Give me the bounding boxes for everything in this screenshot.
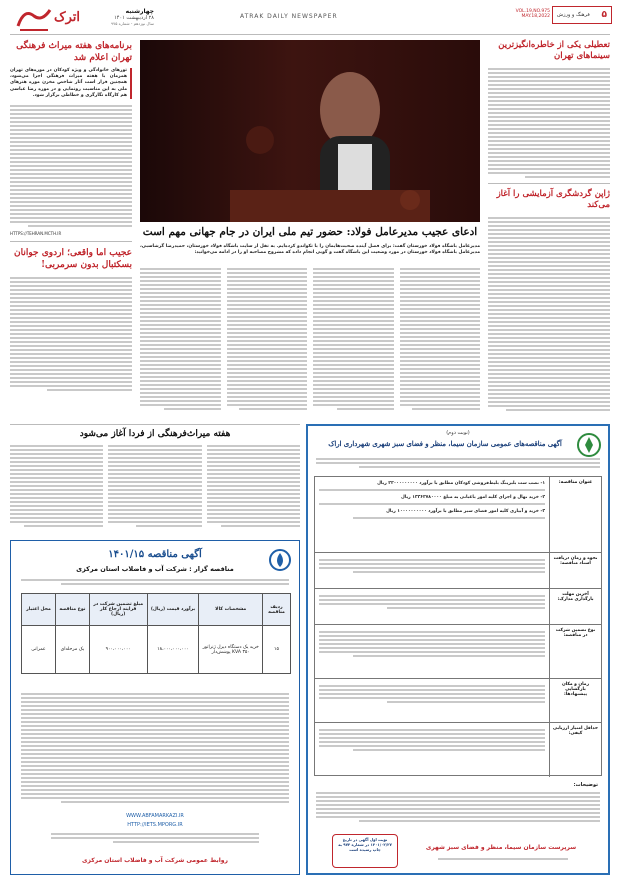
- tender-left-website[interactable]: WWW.ABFAMARKAZI.IR: [126, 813, 184, 819]
- tender-left-subtitle: مناقصه گزار : شرکت آب و فاضلاب استان مرکزی: [76, 565, 234, 573]
- tender-left-setad[interactable]: HTTP://IETS.MPORG.IR: [127, 822, 183, 828]
- masthead-divider: [10, 34, 610, 35]
- tender-left-table: [21, 593, 291, 674]
- label-opening: آخرین مهلت بارگذاری مدارک:: [549, 589, 601, 625]
- tender-right-grid: [314, 476, 602, 776]
- right-body-2: [488, 215, 610, 415]
- left-divider: [10, 241, 132, 242]
- right-headline-2: ژاپن گردشگری آزمایشی را آغاز می‌کند: [496, 189, 610, 210]
- cell-row-no: ۱۵: [263, 626, 291, 674]
- cell-type: یک مرحله‌ای: [55, 626, 89, 674]
- opening-text: [319, 593, 545, 621]
- grid-row-opening: [315, 589, 601, 625]
- tender-right-footer: سرپرست سازمان سیما، منظر و فضای سبز شهری: [425, 844, 577, 851]
- main-body-col-1: [400, 266, 481, 416]
- tender-left-title: آگهی مناقصه ۱۴۰۱/۱۵: [108, 549, 202, 560]
- tender-table-header: [22, 594, 291, 626]
- tender-right-intro: [316, 456, 600, 472]
- left-lead-1: تورهای خانوادگی و ویژه کودکان در موزه‌های تهران همزمان با هفته میراث فرهنگی اجرا می‌شود، همچنین قرار است آثار شاخص مخزن موزه هنرهای ملی به این مناسبت رونمایی و در موزه رضا عباسی هم کارگاه نگارگری و خطاطی برگزار شود.: [10, 68, 132, 99]
- week-headline: هفته میراث‌فرهنگی از فردا آغاز می‌شود: [79, 429, 231, 439]
- page-number: ۵: [601, 10, 607, 20]
- box-note-text: نوبت اول آگهی در تاریخ ۱۴۰۱/۰۲/۲۷ در شماره ۹۷۴ به چاپ رسیده است: [338, 837, 392, 853]
- header-budget: محل اعتبار: [22, 594, 56, 626]
- speaker-portrait-icon: [140, 40, 480, 222]
- label-notes: توضیحات:: [573, 782, 598, 788]
- cell-budget: عمرانی: [22, 626, 56, 674]
- date-text: [319, 557, 545, 585]
- list-item-detail: [319, 487, 545, 495]
- main-headline: ادعای عجیب مدیرعامل فولاد: حضور تیم ملی ایران در جام جهانی مهم است: [142, 226, 478, 238]
- label-address: زمان و مکان بازگشایی پیشنهادها:: [549, 679, 601, 723]
- paper-name-en: ATRAK DAILY NEWSPAPER: [240, 13, 338, 20]
- logo-text: اترک: [54, 10, 81, 25]
- tender-left-contacts: [51, 831, 259, 849]
- left-body-2: [10, 275, 132, 395]
- list-item: ۱- نصب ست بلبرینگ بلیط‌فروشی کودکان مطابق با برآورد ۲۲۰۰۰۰۰۰۰۰۰ ریال: [377, 481, 545, 486]
- header-type: نوع مناقصه: [55, 594, 89, 626]
- masthead-date-block: [84, 8, 154, 26]
- table-row: [22, 626, 291, 674]
- list-item-detail: [319, 515, 545, 523]
- label-date: نحوه و زمان دریافت اسناد مناقصه:: [549, 553, 601, 589]
- left-column: [10, 40, 132, 420]
- list-item: ۲- خرید نهال و اجرای کلیه امور باغبانی به مبلغ ۱۳۳۶۲۷۸۰۰۰۰ ریال: [401, 495, 545, 500]
- cell-estimate: ۱۸،۰۰۰،۰۰۰،۰۰۰: [147, 626, 199, 674]
- main-lead: مدیرعامل باشگاه فولاد خوزستان گفت: برای فصل آینده صحبت‌هایمان را با تکواندو کرده‌ایم. به نقل از سایت باشگاه فولاد خوزستان، حمیدرضا گرشاسبی، مدیرعامل باشگاه فولاد خوزستان در مورد وضعیت این باشگاه گفت و گویی انجام داده که مشروح مصاحبه او را در ادامه می‌خوانید:: [140, 244, 480, 256]
- grid-row-items: [315, 477, 601, 553]
- label-eval: حداقل امتیاز ارزیابی کیفی:: [549, 723, 601, 777]
- section-label: فرهنگ و ورزش: [557, 12, 590, 18]
- tender-left-footer: روابط عمومی شرکت آب و فاضلاب استان مرکزی: [81, 857, 228, 864]
- header-item: مشخصات کالا: [199, 594, 263, 626]
- main-body-col-4: [140, 266, 221, 416]
- week-story: [10, 424, 300, 536]
- items-list: [319, 481, 545, 523]
- list-item: ۳- خرید و آبیاری کلیه امور فضای سبز مطابق با برآورد ۱۰۰۰۰۰۰۰۰۰۰ ریال: [386, 509, 545, 514]
- main-body-col-3: [227, 266, 308, 416]
- tender-right-footer-sub: [438, 856, 568, 864]
- section-tab: [552, 6, 612, 24]
- grid-row-eval: [315, 723, 601, 777]
- right-divider: [488, 183, 610, 184]
- issue-line: سال نوزدهم - شماره ۹۷۵: [110, 21, 154, 26]
- left-headline-1: برنامه‌های هفته میراث فرهنگی تهران اعلام شد: [16, 41, 132, 63]
- tender-right-title: آگهی مناقصه‌های عمومی سازمان سیما، منظر و فضای سبز شهری شهرداری اراک: [328, 440, 562, 448]
- masthead: [0, 0, 620, 38]
- vol-block: [506, 9, 550, 19]
- week-body-col-1: [207, 443, 300, 533]
- municipality-logo-icon: [576, 432, 602, 458]
- tender-right: [306, 424, 610, 875]
- tender-left-intro: [21, 577, 289, 589]
- cell-guarantee: ۹۰۰،۰۰۰،۰۰۰: [89, 626, 147, 674]
- vol-line: VOL.19,NO.975: [515, 9, 550, 14]
- main-photo: [140, 40, 480, 222]
- grid-row-guarantee: [315, 625, 601, 679]
- list-item-detail: [319, 501, 545, 509]
- left-url: HTTPS://TEHRAN.MCTH.IR: [10, 231, 62, 237]
- left-body-1: [10, 103, 132, 231]
- guarantee-text: [319, 629, 545, 675]
- label-guarantee: نوع تضمین شرکت در مناقصه:: [549, 625, 601, 679]
- cell-item: خرید یک دستگاه دیزل ژنراتور ۳۵۰ KVA پوشش‌دار: [199, 626, 263, 674]
- header-row-no: ردیف مناقصه: [263, 594, 291, 626]
- paper-logo: [14, 6, 54, 32]
- tender-right-box-note: [332, 834, 398, 868]
- grid-row-date: [315, 553, 601, 589]
- date-en: MAY.18,2022: [521, 14, 550, 19]
- day-name: چهارشنبه: [125, 8, 154, 15]
- week-body-col-2: [108, 443, 201, 533]
- grid-row-address: [315, 679, 601, 723]
- week-body: [10, 443, 300, 533]
- right-column: [488, 40, 610, 420]
- week-body-col-3: [10, 443, 103, 533]
- tender-left-conditions: [21, 691, 289, 809]
- header-guarantee: مبلغ تضمین شرکت در فرایند ارجاع کار (ریال): [89, 594, 147, 626]
- right-headline-1: تعطیلی یکی از خاطره‌انگیزترین سینماهای تهران: [498, 40, 610, 61]
- main-body-col-2: [313, 266, 394, 416]
- notes-text: [316, 790, 600, 830]
- tender-left: [10, 540, 300, 875]
- label-items: عنوان مناقصه:: [549, 477, 601, 553]
- week-top-rule: [10, 424, 300, 425]
- eval-text: [319, 727, 545, 773]
- tender-right-tag: (نوبت دوم): [446, 430, 470, 436]
- main-body: [140, 266, 480, 416]
- right-body-1: [488, 66, 610, 178]
- date-fa: ۲۸ اردیبهشت ۱۴۰۱: [114, 15, 154, 21]
- left-headline-2: عجیب اما واقعی؛ اردوی جوانان بسکتبال بدون سرمربی!: [14, 248, 132, 271]
- logo-mark-icon: [14, 6, 54, 32]
- header-estimate: برآورد قیمت (ریال): [147, 594, 199, 626]
- tender-right-logo: [576, 432, 602, 458]
- address-text: [319, 683, 545, 719]
